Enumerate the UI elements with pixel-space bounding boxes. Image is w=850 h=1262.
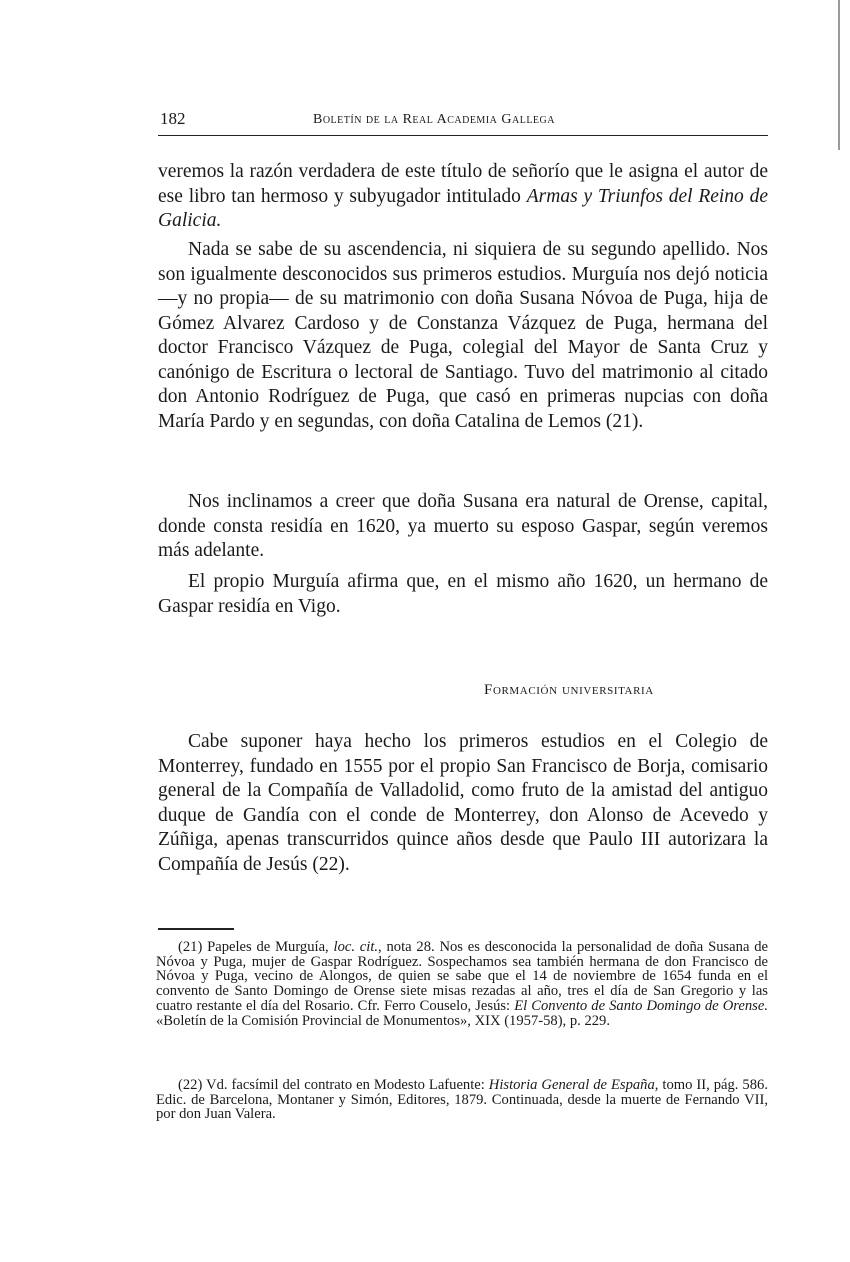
journal-title: Boletín de la Real Academia Gallega xyxy=(313,112,555,127)
paragraph-1 xyxy=(158,160,768,234)
paragraph-5: Cabe suponer haya hecho los primeros estudios en el Colegio de Monterrey, fundado en 1555 por el propio San Francisco de Borja, comisario general de la Compañía de Valladolid, como fruto de la amistad del antiguo duque de Gandía con el conde de Monterrey, don Alonso de Acevedo y Zúñiga, apenas transcurridos quince años desde que Paulo III autorizara la Compañía de Jesús (22). xyxy=(158,731,768,875)
book-title: Armas y Triunfos del Reino de Galicia. xyxy=(158,185,769,231)
section-heading: Formación universitaria xyxy=(484,682,654,698)
paragraph-4: El propio Murguía afirma que, en el mismo año 1620, un hermano de Gaspar residía en Vigo. xyxy=(158,571,768,617)
footnote-21-body: , nota 28. Nos es desconocida la personalidad de doña Susana de Nóvoa y Puga, mujer de Gaspar Rodríguez. Sospechamos sea también hermana de don Francisco de Nóvoa y Puga, vecino de Alongos, de quien se sabe que el 14 de noviembre de 1654 funda en el convento de Santo Domingo de Orense siete misas rezadas al año, tres el día de San Gregorio y las cuatro restante el día del Rosario. Cfr. Ferro Couselo, Jesús: xyxy=(156,939,768,1014)
running-header xyxy=(158,107,768,136)
footnote-22-body: tomo II, pág. 586. Edic. de Barcelona, Montaner y Simón, Editores, 1879. Continuada, desde la muerte de Fernando VII, por don Juan Valera. xyxy=(156,1077,768,1123)
paragraph-3: Nos inclinamos a creer que doña Susana era natural de Orense, capital, donde consta residía en 1620, ya muerto su esposo Gaspar, según veremos más adelante. xyxy=(158,491,768,561)
page-number: 182 xyxy=(160,109,186,128)
footnote-divider xyxy=(158,928,234,930)
footnote-21-tail: «Boletín de la Comisión Provincial de Monumentos», XIX (1957-58), p. 229. xyxy=(156,1012,610,1029)
footnote-21-title: El Convento de Santo Domingo de Orense. xyxy=(514,997,768,1014)
paragraph-2: Nada se sabe de su ascendencia, ni siquiera de su segundo apellido. Nos son igualmente desconocidos sus primeros estudios. Murguía nos dejó noticia —y no propia— de su matrimonio con doña Susana Nóvoa de Puga, hija de Gómez Alvarez Cardoso y de Constanza Vázquez de Puga, hermana del doctor Francisco Vázquez de Puga, colegial del Mayor de Santa Cruz y canónigo de Escritura o lectoral de Santiago. Tuvo del matrimonio al citado don Antonio Rodríguez de Puga, que casó en primeras nupcias con doña María Pardo y en segundas, con doña Catalina de Lemos (21). xyxy=(158,239,768,432)
paragraph-1-text: veremos la razón verdadera de este título de señorío que le asigna el autor de ese libro tan hermoso y subyugador intitulado xyxy=(158,161,768,207)
footnote-21 xyxy=(156,940,768,1028)
scan-edge-line xyxy=(838,0,840,150)
footnote-21-loc-cit: loc. cit. xyxy=(333,939,379,955)
footnote-22-lead: (22) Vd. facsímil del contrato en Modesto Lafuente: xyxy=(178,1077,489,1093)
footnote-21-lead: (21) Papeles de Murguía, xyxy=(178,939,334,955)
footnote-22 xyxy=(156,1078,768,1122)
footnote-22-title: Historia General de España, xyxy=(488,1077,659,1093)
